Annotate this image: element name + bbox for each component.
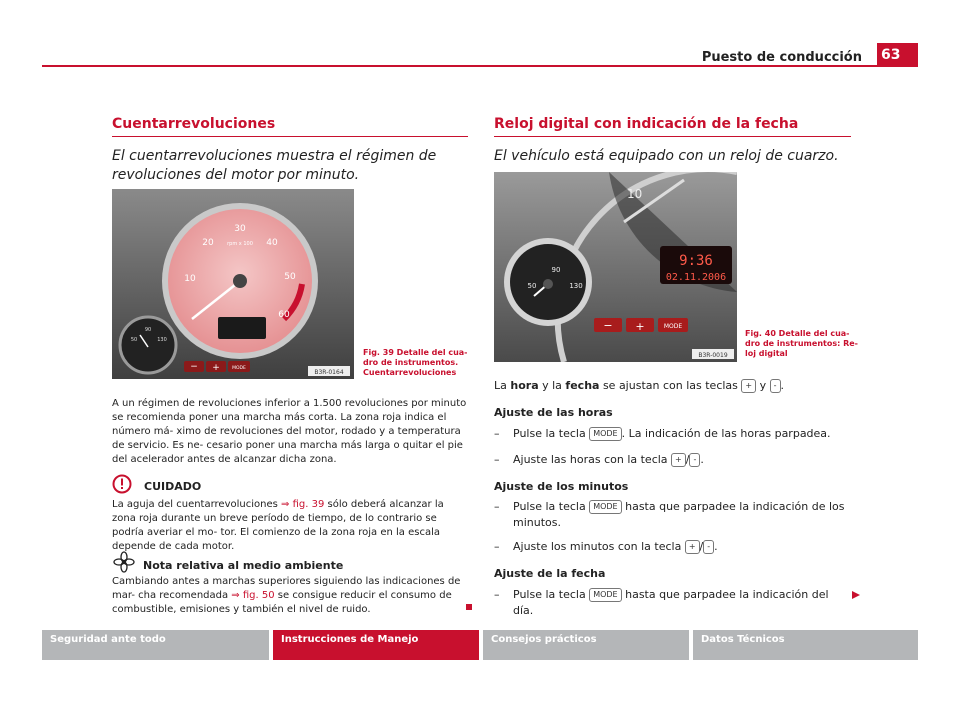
- minus-key: -: [689, 453, 700, 467]
- step-minutes-adjust: [513, 539, 851, 555]
- svg-text:−: −: [190, 362, 198, 372]
- rpm-tick-10: 10: [184, 274, 196, 284]
- temp-tick-50: 50: [130, 337, 138, 343]
- plus-key: +: [741, 379, 756, 393]
- figure-39-caption: [363, 348, 468, 378]
- mode-key: MODE: [589, 588, 621, 602]
- section-lead: El vehículo está equipado con un reloj de cuarzo.: [494, 148, 839, 164]
- caption-line: dro de instrumentos: Re-: [745, 339, 858, 348]
- page-number: 63: [877, 43, 918, 67]
- warning-icon: [112, 474, 132, 494]
- section-end-marker: [466, 604, 472, 610]
- step-dash: –: [494, 453, 500, 466]
- rpm-tick-30: 30: [234, 224, 246, 234]
- env-text-a: Cambiando antes a marchas superiores siguiendo las indicaciones de mar- cha recomendada: [112, 576, 461, 601]
- caption-line: Fig. 40 Detalle del cua-: [745, 329, 850, 338]
- figure-39-link[interactable]: ⇒ fig. 39: [281, 499, 325, 510]
- clock-date-display: 02.11.2006: [665, 272, 727, 283]
- svg-text:+: +: [635, 320, 645, 333]
- clock-time-display: 9:36: [679, 253, 713, 269]
- svg-text:−: −: [603, 319, 613, 332]
- footer-tab-safety[interactable]: Seguridad ante todo: [42, 630, 269, 660]
- footer-tab-operating-instructions[interactable]: Instrucciones de Manejo: [273, 630, 479, 660]
- header-rule: [42, 65, 918, 67]
- digital-clock-illustration: [494, 172, 737, 362]
- step-text: Pulse la tecla: [513, 427, 590, 440]
- step-text: hasta que parpadee la indicación de los: [621, 500, 845, 513]
- subheading-minutes: Ajuste de los minutos: [494, 480, 629, 493]
- temp-tick-50: 50: [527, 282, 537, 290]
- step-text: Ajuste las horas con la tecla: [513, 453, 672, 466]
- subheading-date: Ajuste de la fecha: [494, 567, 606, 580]
- figure-code: B3R-0164: [314, 369, 344, 376]
- figure-40-caption: [745, 329, 858, 359]
- step-hours-adjust: [513, 452, 851, 468]
- step-text: minutos.: [513, 516, 561, 529]
- caption-line: dro de instrumentos.: [363, 358, 459, 367]
- step-text: /: [685, 453, 690, 466]
- step-text: .: [700, 453, 704, 466]
- intro-bold-hora: hora: [510, 379, 539, 392]
- speed-tick-10: 10: [627, 187, 643, 201]
- footer-tab-technical-data[interactable]: Datos Técnicos: [693, 630, 918, 660]
- environment-note-text: [112, 575, 468, 617]
- step-dash: –: [494, 427, 500, 440]
- clock-intro: [494, 378, 851, 394]
- step-text: hasta que parpadee la indicación del día.: [513, 588, 829, 617]
- rpm-tick-20: 20: [202, 238, 214, 248]
- mode-key: MODE: [589, 427, 621, 441]
- rpm-tick-40: 40: [266, 238, 278, 248]
- step-text: .: [714, 540, 718, 553]
- step-minutes-mode: [513, 499, 851, 531]
- temp-tick-90: 90: [551, 266, 561, 274]
- plus-key: +: [671, 453, 686, 467]
- mode-key: MODE: [589, 500, 621, 514]
- page-header-title: Puesto de conducción: [701, 50, 862, 65]
- step-text: . La indicación de las horas parpadea.: [621, 427, 831, 440]
- mode-key-label: MODE: [232, 366, 246, 371]
- step-dash: –: [494, 540, 500, 553]
- right-column: [494, 116, 851, 166]
- plus-key: +: [685, 540, 700, 554]
- caption-line: Cuentarrevoluciones: [363, 368, 457, 377]
- intro-text: y la: [538, 379, 566, 392]
- caption-line: loj digital: [745, 349, 788, 358]
- step-text: Pulse la tecla: [513, 500, 590, 513]
- minus-key: -: [703, 540, 714, 554]
- rpm-tick-60: 60: [278, 310, 290, 320]
- step-date-mode: [513, 587, 851, 619]
- rpm-tick-50: 50: [284, 272, 296, 282]
- step-text: Ajuste los minutos con la tecla: [513, 540, 685, 553]
- step-dash: –: [494, 588, 500, 601]
- section-heading-tachometer: Cuentarrevoluciones: [112, 116, 468, 137]
- mode-key-label: MODE: [663, 323, 683, 330]
- step-hours-mode: [513, 426, 851, 442]
- intro-text: se ajustan con las teclas: [599, 379, 742, 392]
- figure-39-tachometer: [112, 189, 354, 379]
- figure-40-digital-clock: [494, 172, 737, 362]
- minus-key: -: [770, 379, 781, 393]
- env-text-b: se consigue reducir el consumo de combustible, emisiones y también el nivel de ruido.: [112, 590, 452, 615]
- caution-text: [112, 498, 468, 554]
- tachometer-illustration: [112, 189, 354, 379]
- footer-tab-practical-tips[interactable]: Consejos prácticos: [483, 630, 689, 660]
- caution-text-b: sólo deberá alcanzar la zona roja durante un breve período de tiempo, de lo contrario se podría averiar el mo- tor. El comienzo de la zona roja en la escala depende de cada motor.: [112, 499, 444, 552]
- caution-title: CUIDADO: [144, 480, 202, 493]
- step-text: /: [699, 540, 704, 553]
- step-text: Pulse la tecla: [513, 588, 590, 601]
- subheading-hours: Ajuste de las horas: [494, 406, 613, 419]
- continue-arrow-icon: [851, 590, 861, 600]
- svg-text:+: +: [212, 363, 220, 373]
- section-lead: El cuentarrevoluciones muestra el régimen de revoluciones del motor por minuto.: [112, 148, 437, 183]
- figure-code: B3R-0019: [698, 352, 728, 359]
- intro-text: La: [494, 379, 511, 392]
- step-dash: –: [494, 500, 500, 513]
- caution-text-a: La aguja del cuentarrevoluciones: [112, 499, 282, 510]
- figure-50-link[interactable]: ⇒ fig. 50: [231, 590, 275, 601]
- section-heading-digital-clock: Reloj digital con indicación de la fecha: [494, 116, 851, 137]
- temp-tick-130: 130: [569, 282, 583, 290]
- caption-line: Fig. 39 Detalle del cua-: [363, 348, 468, 357]
- temp-tick-130: 130: [157, 337, 167, 343]
- temp-tick-90: 90: [144, 327, 152, 333]
- left-column: [112, 116, 468, 185]
- intro-bold-fecha: fecha: [565, 379, 600, 392]
- intro-text: y: [756, 379, 770, 392]
- intro-text: .: [780, 379, 784, 392]
- environment-note-title: Nota relativa al medio ambiente: [143, 559, 344, 572]
- environment-flower-icon: [113, 551, 135, 573]
- rpm-unit-label: rpm x 100: [227, 241, 253, 247]
- tachometer-body-text: A un régimen de revoluciones inferior a 1.500 revoluciones por minuto se recomienda poner una marcha más corta. La zona roja indica el número má- ximo de revoluciones del motor, rodado y a temperatura de servicio. Es ne- cesario poner una marcha más larga o quitar el pie del acelerador antes de alcanzar dicha zona.: [112, 398, 467, 465]
